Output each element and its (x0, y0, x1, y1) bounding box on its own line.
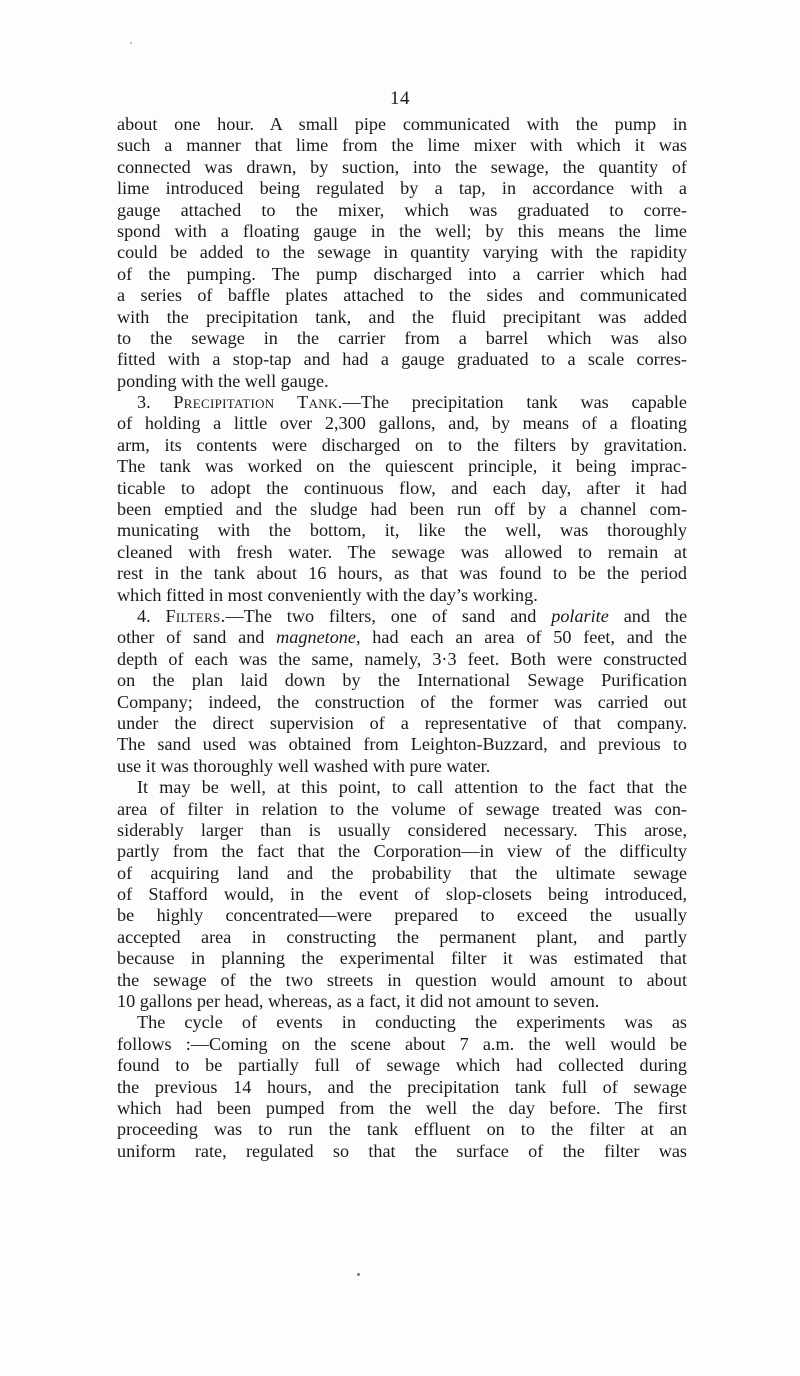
text-line: The cycle of events in conducting the experiments was as (137, 1012, 687, 1033)
text-line (117, 627, 687, 648)
text-line: rest in the tank about 16 hours, as that was found to be the period (117, 563, 687, 584)
text-line: the previous 14 hours, and the precipitation tank full of sewage (117, 1076, 687, 1097)
text-line: of holding a little over 2,300 gallons, and, by means of a floating (117, 413, 687, 434)
text-line: of Stafford would, in the event of slop-closets being introduced, (117, 884, 687, 905)
text-line: fitted with a stop-tap and had a gauge graduated to a scale corres- (117, 349, 687, 370)
text-line: found to be partially full of sewage which had collected during (117, 1055, 687, 1076)
paragraph-3-first-line (117, 392, 687, 413)
text-line: Company; indeed, the construction of the former was carried out (117, 691, 687, 712)
text-fragment: The two filters, one of sand and (243, 605, 537, 626)
text-line: about one hour. A small pipe communicated with the pump in (117, 114, 687, 134)
text-line: The sand used was obtained from Leighton-Buzzard, and previous to (117, 734, 687, 755)
body-text (117, 114, 687, 1162)
text-line: follows :—Coming on the scene about 7 a.m. the well would be (117, 1033, 687, 1054)
text-fragment: and the (623, 605, 687, 626)
paragraph-3-heading: Precipitation Tank. (173, 392, 343, 413)
text-line: because in planning the experimental filter it was estimated that (117, 948, 687, 969)
text-line: use it was thoroughly well washed with pure water. (117, 755, 491, 776)
paper-speck (130, 42, 132, 44)
text-line: siderably larger than is usually considered necessary. This arose, (117, 819, 687, 840)
text-line: with the precipitation tank, and the fluid precipitant was added (117, 306, 687, 327)
paragraph-4-heading: Filters. (165, 605, 226, 626)
text-line: cleaned with fresh water. The sewage was allowed to remain at (117, 541, 687, 562)
text-line: gauge attached to the mixer, which was graduated to corre- (117, 199, 687, 220)
term-magnetone: magnetone (276, 627, 356, 648)
text-line: which had been pumped from the well the day before. The first (117, 1097, 687, 1118)
text-line: connected was drawn, by suction, into the sewage, the quantity of (117, 156, 687, 177)
text-line: been emptied and the sludge had been run off by a channel com- (117, 499, 687, 520)
paper-speck (357, 1273, 360, 1276)
text-line: a series of baffle plates attached to the sides and communicated (117, 285, 687, 306)
text-line: on the plan laid down by the International Sewage Purification (117, 670, 687, 691)
term-polarite: polarite (551, 605, 609, 626)
text-line: municating with the bottom, it, like the well, was thoroughly (117, 520, 687, 541)
text-line: of acquiring land and the probability that the ultimate sewage (117, 862, 687, 883)
text-line: The tank was worked on the quiescent principle, it being imprac- (117, 456, 687, 477)
text-line: lime introduced being regulated by a tap, in accordance with a (117, 178, 687, 199)
page-number: 14 (390, 88, 410, 109)
paragraph-4-number: 4. (137, 605, 151, 626)
text-line: of the pumping. The pump discharged into a carrier which had (117, 263, 687, 284)
text-line: the sewage of the two streets in question would amount to about (117, 969, 687, 990)
text-line: arm, its contents were discharged on to the filters by gravitation. (117, 434, 687, 455)
text-line: under the direct supervision of a representative of that company. (117, 712, 687, 733)
text-line: ponding with the well gauge. (117, 370, 329, 391)
text-line: depth of each was the same, namely, 3·3 feet. Both were constructed (117, 648, 687, 669)
text-line: uniform rate, regulated so that the surface of the filter was (117, 1140, 687, 1161)
text-line: such a manner that lime from the lime mixer with which it was (117, 135, 687, 156)
text-fragment: , had each an area of 50 feet, and the (355, 627, 687, 648)
text-line: proceeding was to run the tank effluent on to the filter at an (117, 1119, 687, 1140)
text-line: accepted area in constructing the permanent plant, and partly (117, 926, 687, 947)
text-line: spond with a floating gauge in the well; by this means the lime (117, 220, 687, 241)
text-line: which fitted in most conveniently with the day’s working. (117, 584, 538, 605)
heading-dash: — (342, 392, 361, 413)
text-line: area of filter in relation to the volume of sewage treated was con- (117, 798, 687, 819)
paragraph-3-number: 3. (137, 392, 151, 413)
text-line: partly from the fact that the Corporation—in view of the difficulty (117, 841, 687, 862)
text-fragment: other of sand and (117, 627, 265, 648)
text-line: ticable to adopt the continuous flow, and each day, after it had (117, 477, 687, 498)
heading-dash: — (225, 605, 244, 626)
text-line: to the sewage in the carrier from a barrel which was also (117, 327, 687, 348)
text-line: could be added to the sewage in quantity varying with the rapidity (117, 242, 687, 263)
text-line: It may be well, at this point, to call attention to the fact that the (137, 777, 687, 798)
text-line: 10 gallons per head, whereas, as a fact, it did not amount to seven. (117, 991, 600, 1012)
text-line: The precipitation tank was capable (360, 392, 687, 413)
paragraph-4-first-line (117, 606, 687, 627)
text-line: be highly concentrated—were prepared to exceed the usually (117, 905, 687, 926)
